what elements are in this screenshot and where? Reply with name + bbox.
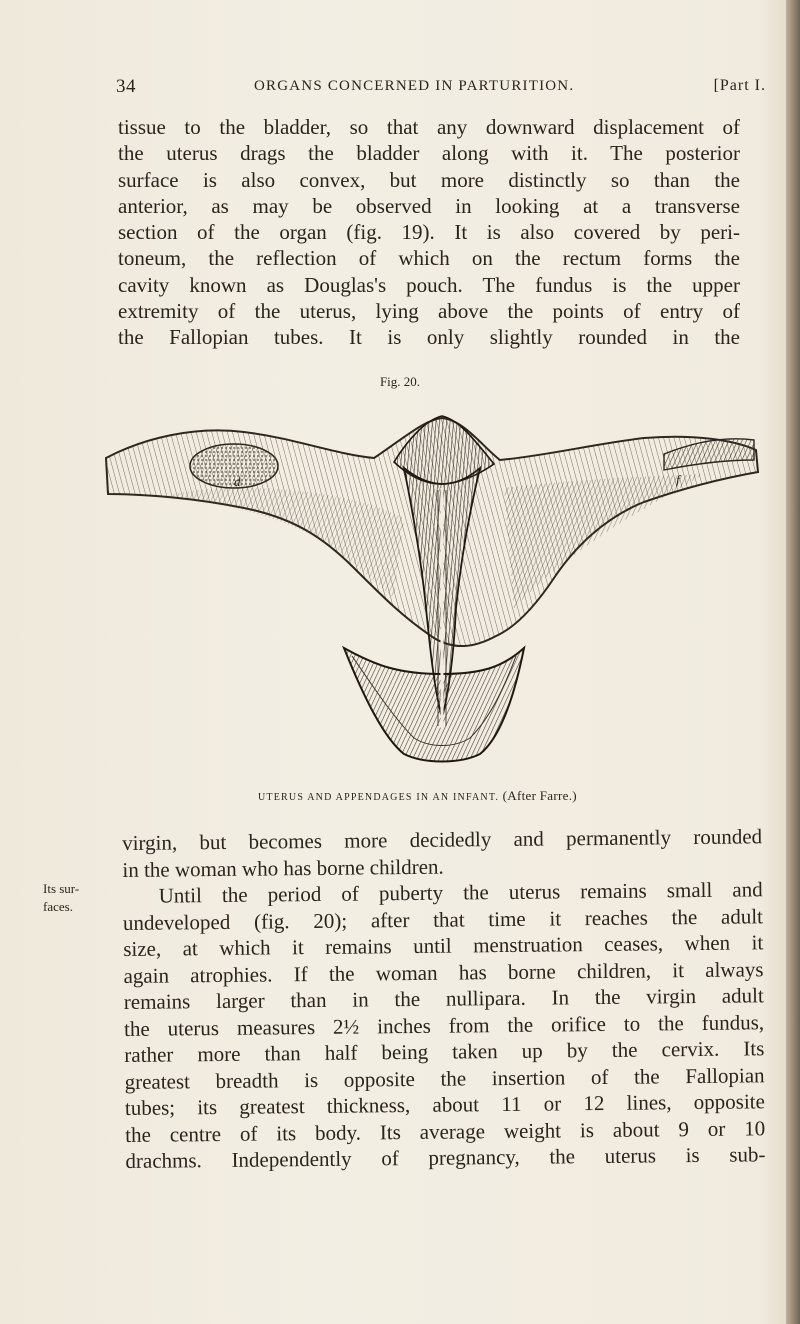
running-title: ORGANS CONCERNED IN PARTURITION. [254, 78, 575, 94]
text-line: extremity of the uterus, lying above the points of entry of [118, 299, 740, 324]
text-line: undeveloped (fig. 20); after that time it reaches the adult [122, 903, 764, 935]
text-line: toneum, the reflection of which on the rectum forms the [118, 246, 740, 271]
text-line: the uterus drags the bladder along with it. The posterior [118, 141, 740, 166]
text-line: rather more than half being taken up by the cervix. Its [124, 1036, 765, 1067]
text-line: in the woman who has borne children. [122, 854, 444, 882]
caption-credit: (After Farre.) [502, 788, 577, 803]
text-line: greatest breadth is opposite the insertion of the Fallopian [124, 1062, 765, 1094]
text-line: section of the organ (fig. 19). It is also covered by peri- [118, 220, 740, 245]
anatomical-illustration [104, 398, 760, 770]
margin-note-line: Its sur- [43, 881, 80, 896]
text-line: drachms. Independently of pregnancy, the uterus is sub- [125, 1142, 766, 1173]
label-f: f [676, 472, 680, 487]
uterus-engraving [104, 398, 760, 770]
text-line: remains larger than in the nullipara. In the virgin adult [123, 983, 764, 1014]
text-line: surface is also convex, but more distinctly so than the [118, 167, 740, 192]
paragraph-top [118, 114, 740, 351]
paragraph-bottom [122, 823, 766, 1174]
page-edge-shadow [786, 0, 800, 1324]
text-line: the Fallopian tubes. It is only slightly rounded in the [118, 325, 740, 350]
part-label: [Part I. [713, 77, 766, 94]
text-line: Until the period of puberty the uterus remains small and [158, 877, 763, 908]
text-line: tubes; its greatest thickness, about 11 or 12 lines, opposite [124, 1089, 766, 1120]
running-header [116, 76, 766, 102]
text-line: size, at which it remains until menstruation ceases, when it [123, 930, 764, 961]
label-d: d [234, 474, 241, 489]
text-line: tissue to the bladder, so that any downward displacement of [118, 115, 740, 139]
margin-note [43, 880, 103, 916]
figure-caption [258, 788, 678, 804]
text-line: cavity known as Douglas's pouch. The fundus is the upper [118, 272, 740, 297]
text-line: the centre of its body. Its average weight is about 9 or 10 [125, 1115, 766, 1147]
figure-label: Fig. 20. [379, 374, 421, 389]
caption-main: UTERUS AND APPENDAGES IN AN INFANT. [258, 792, 500, 803]
margin-note-line: faces. [43, 899, 73, 914]
text-line: virgin, but becomes more decidedly and permanently rounded [122, 824, 763, 855]
text-line: anterior, as may be observed in looking at a transverse [118, 193, 740, 218]
page-number: 34 [116, 76, 136, 97]
text-line: the uterus measures 2½ inches from the orifice to the fundus, [123, 1009, 765, 1041]
text-line: again atrophies. If the woman has borne children, it always [123, 956, 764, 988]
